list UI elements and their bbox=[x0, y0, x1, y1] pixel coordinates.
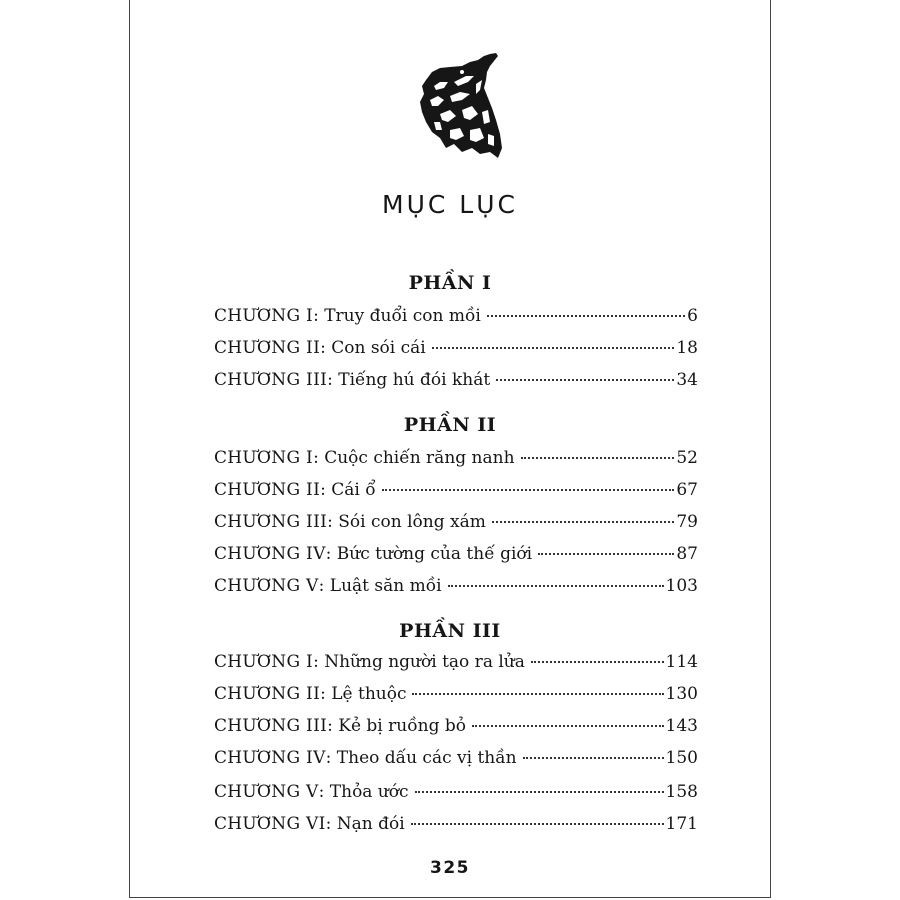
toc-entry[interactable] bbox=[214, 512, 698, 540]
chapter-title: Thỏa ước bbox=[329, 782, 409, 802]
toc-entry[interactable] bbox=[214, 480, 698, 508]
chapter-separator: : bbox=[325, 814, 337, 834]
toc-entry-label bbox=[214, 306, 481, 326]
toc-entry-label bbox=[214, 716, 466, 736]
chapter-number: CHƯƠNG IV bbox=[214, 748, 326, 768]
dot-leader bbox=[492, 521, 675, 523]
chapter-page-number: 171 bbox=[665, 814, 698, 834]
toc-entry[interactable] bbox=[214, 448, 698, 476]
chapter-page-number: 34 bbox=[676, 370, 698, 390]
toc-entry[interactable] bbox=[214, 306, 698, 334]
chapter-page-number: 67 bbox=[676, 480, 698, 500]
chapter-number: CHƯƠNG V bbox=[214, 782, 319, 802]
chapter-separator: : bbox=[327, 512, 339, 532]
toc-entry-label bbox=[214, 338, 426, 358]
page-number: 325 bbox=[430, 858, 470, 878]
chapter-number: CHƯƠNG I bbox=[214, 652, 314, 672]
dot-leader bbox=[412, 693, 663, 695]
chapter-number: CHƯƠNG VI bbox=[214, 814, 326, 834]
howling-wolf-icon bbox=[410, 52, 510, 160]
dot-leader bbox=[531, 661, 664, 663]
chapter-page-number: 130 bbox=[665, 684, 698, 704]
dot-leader bbox=[382, 489, 675, 491]
toc-entry[interactable] bbox=[214, 544, 698, 572]
dot-leader bbox=[487, 315, 685, 317]
chapter-page-number: 79 bbox=[676, 512, 698, 532]
chapter-separator: : bbox=[313, 652, 325, 672]
dot-leader bbox=[432, 347, 675, 349]
chapter-title: Truy đuổi con mồi bbox=[324, 306, 481, 326]
chapter-separator: : bbox=[313, 448, 325, 468]
chapter-title: Nạn đói bbox=[336, 814, 405, 834]
toc-entry[interactable] bbox=[214, 782, 698, 810]
chapter-number: CHƯƠNG I bbox=[214, 306, 314, 326]
chapter-number: CHƯƠNG II bbox=[214, 480, 321, 500]
chapter-page-number: 143 bbox=[665, 716, 698, 736]
toc-entry-label bbox=[214, 370, 490, 390]
chapter-separator: : bbox=[313, 306, 325, 326]
chapter-title: Theo dấu các vị thần bbox=[336, 748, 517, 768]
chapter-number: CHƯƠNG III bbox=[214, 370, 328, 390]
chapter-title: Luật săn mồi bbox=[329, 576, 442, 596]
toc-entry[interactable] bbox=[214, 684, 698, 712]
toc-entry-label bbox=[214, 512, 486, 532]
chapter-number: CHƯƠNG II bbox=[214, 684, 321, 704]
toc-entry[interactable] bbox=[214, 338, 698, 366]
chapter-title: Tiếng hú đói khát bbox=[338, 370, 491, 390]
chapter-separator: : bbox=[325, 544, 337, 564]
toc-entry-label bbox=[214, 814, 405, 834]
chapter-title: Cuộc chiến răng nanh bbox=[324, 448, 515, 468]
chapter-page-number: 103 bbox=[665, 576, 698, 596]
chapter-title: Sói con lông xám bbox=[338, 512, 486, 532]
chapter-page-number: 114 bbox=[665, 652, 698, 672]
chapter-title: Những người tạo ra lửa bbox=[324, 652, 525, 672]
chapter-separator: : bbox=[327, 370, 339, 390]
chapter-number: CHƯƠNG II bbox=[214, 338, 321, 358]
toc-entry-label bbox=[214, 748, 517, 768]
toc-entry-label bbox=[214, 544, 532, 564]
dot-leader bbox=[411, 823, 664, 825]
dot-leader bbox=[472, 725, 664, 727]
chapter-page-number: 158 bbox=[665, 782, 698, 802]
toc-entry[interactable] bbox=[214, 716, 698, 744]
toc-entry-label bbox=[214, 684, 406, 704]
chapter-number: CHƯƠNG IV bbox=[214, 544, 326, 564]
chapter-separator: : bbox=[318, 576, 330, 596]
chapter-number: CHƯƠNG III bbox=[214, 512, 328, 532]
toc-entry-label bbox=[214, 448, 515, 468]
chapter-title: Lệ thuộc bbox=[331, 684, 407, 704]
page-title: MỤC LỤC bbox=[382, 190, 518, 219]
chapter-separator: : bbox=[325, 748, 337, 768]
dot-leader bbox=[521, 457, 675, 459]
chapter-separator: : bbox=[320, 480, 332, 500]
chapter-page-number: 6 bbox=[687, 306, 698, 326]
chapter-page-number: 18 bbox=[676, 338, 698, 358]
chapter-number: CHƯƠNG III bbox=[214, 716, 328, 736]
toc-entry[interactable] bbox=[214, 652, 698, 680]
chapter-number: CHƯƠNG I bbox=[214, 448, 314, 468]
dot-leader bbox=[496, 379, 674, 381]
chapter-title: Con sói cái bbox=[331, 338, 426, 358]
toc-entry-label bbox=[214, 576, 442, 596]
chapter-number: CHƯƠNG V bbox=[214, 576, 319, 596]
chapter-separator: : bbox=[318, 782, 330, 802]
toc-entry[interactable] bbox=[214, 576, 698, 604]
toc-entry[interactable] bbox=[214, 370, 698, 398]
chapter-separator: : bbox=[327, 716, 339, 736]
chapter-separator: : bbox=[320, 684, 332, 704]
chapter-separator: : bbox=[320, 338, 332, 358]
dot-leader bbox=[538, 553, 674, 555]
chapter-title: Cái ổ bbox=[331, 480, 376, 500]
toc-entry-label bbox=[214, 480, 376, 500]
part-heading: PHẦN I bbox=[408, 272, 492, 294]
chapter-page-number: 87 bbox=[676, 544, 698, 564]
chapter-page-number: 150 bbox=[665, 748, 698, 768]
toc-entry-label bbox=[214, 652, 525, 672]
dot-leader bbox=[523, 757, 664, 759]
toc-entry[interactable] bbox=[214, 748, 698, 776]
part-heading: PHẦN III bbox=[399, 620, 501, 642]
toc-entry-label bbox=[214, 782, 409, 802]
dot-leader bbox=[448, 585, 664, 587]
chapter-page-number: 52 bbox=[676, 448, 698, 468]
dot-leader bbox=[415, 791, 664, 793]
chapter-title: Bức tường của thế giới bbox=[336, 544, 533, 564]
chapter-title: Kẻ bị ruồng bỏ bbox=[338, 716, 466, 736]
part-heading: PHẦN II bbox=[403, 414, 497, 436]
toc-entry[interactable] bbox=[214, 814, 698, 842]
